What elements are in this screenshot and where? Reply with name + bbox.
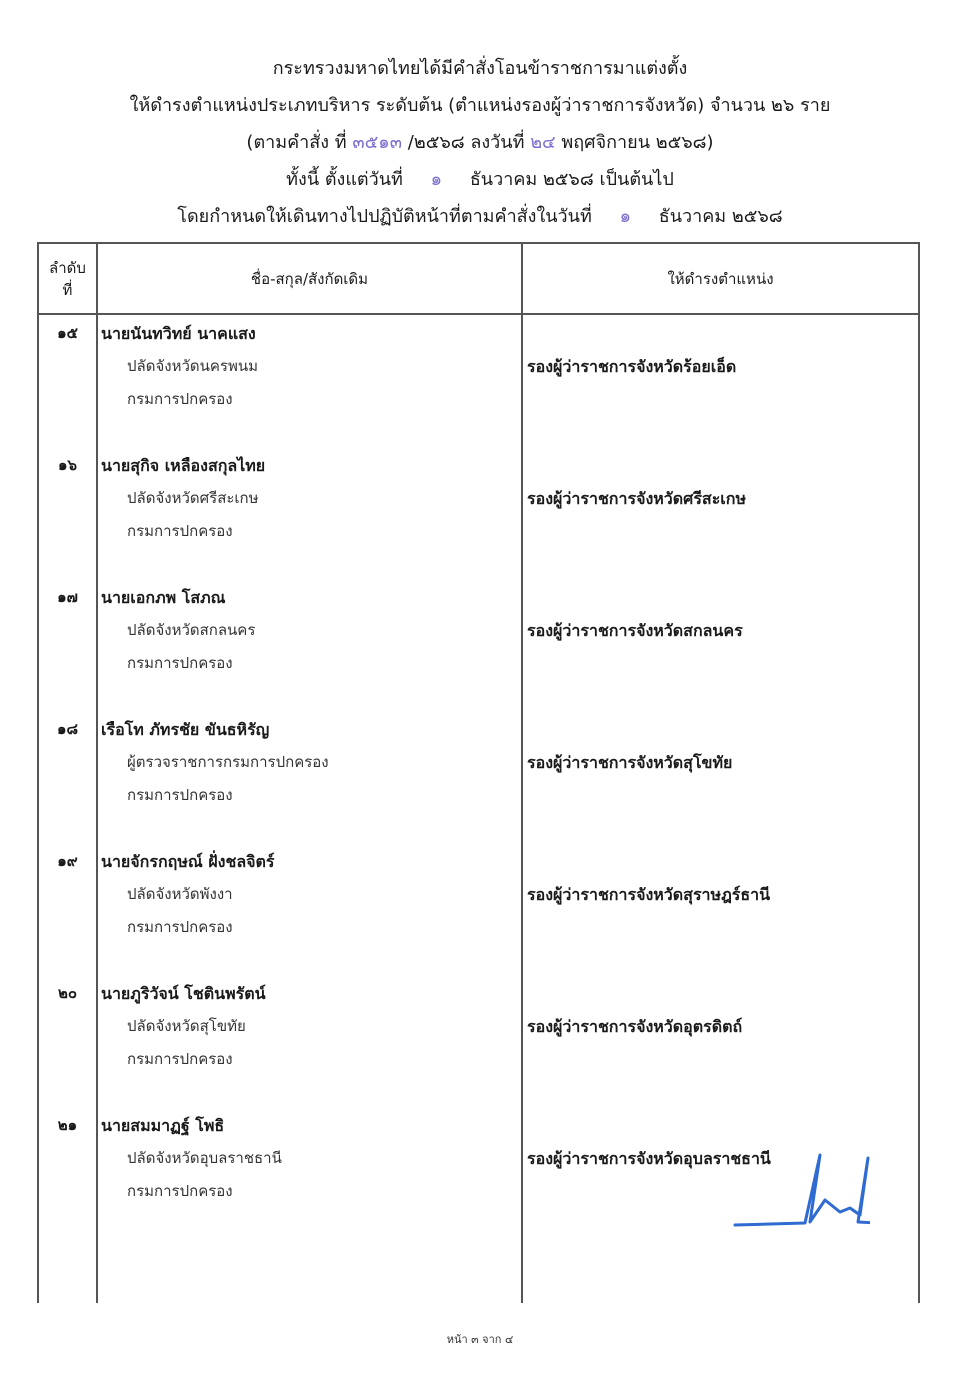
new-position: รองผู้ว่าราชการจังหวัดอุตรดิตถ์ xyxy=(527,1017,743,1036)
old-position: ปลัดจังหวัดสกลนคร xyxy=(127,621,256,639)
effective-suffix: ธันวาคม ๒๕๖๘ เป็นต้นไป xyxy=(469,169,674,190)
old-position: ปลัดจังหวัดสุโขทัย xyxy=(127,1017,246,1035)
person-name: นายภูริวัจน์ โชตินพรัตน์ xyxy=(101,984,266,1003)
person-name: นายเอกภพ โสภณ xyxy=(101,588,226,607)
person-name: นายจักรกฤษณ์ ฝั่งชลจิตร์ xyxy=(101,852,275,871)
report-suffix: ธันวาคม ๒๕๖๘ xyxy=(658,206,783,227)
new-position: รองผู้ว่าราชการจังหวัดศรีสะเกษ xyxy=(527,489,746,508)
old-position: ผู้ตรวจราชการกรมการปกครอง xyxy=(127,753,329,771)
person-name: นายนันทวิทย์ นาคแสง xyxy=(101,324,256,343)
old-position: ปลัดจังหวัดนครพนม xyxy=(127,357,258,375)
new-position: รองผู้ว่าราชการจังหวัดอุบลราชธานี xyxy=(527,1149,771,1168)
page-number: หน้า ๓ จาก ๔ xyxy=(446,1333,514,1346)
effective-day-handwritten: ๑ xyxy=(430,169,443,190)
new-position: รองผู้ว่าราชการจังหวัดสกลนคร xyxy=(527,621,743,640)
person-name: นายสมมาฏฐ์ โพธิ xyxy=(101,1116,225,1135)
department: กรมการปกครอง xyxy=(127,522,233,540)
row-number: ๑๗ xyxy=(57,588,78,606)
person-name: นายสุกิจ เหลืองสกุลไทย xyxy=(101,456,266,475)
order-number-handwritten: ๓๕๑๓ xyxy=(352,132,403,153)
department: กรมการปกครอง xyxy=(127,390,233,408)
row-number: ๑๙ xyxy=(57,852,78,870)
table-row xyxy=(39,581,918,713)
header-order-reference xyxy=(0,124,960,161)
row-number: ๑๕ xyxy=(57,324,78,342)
header-report-date xyxy=(0,198,960,235)
signature-icon xyxy=(730,1150,870,1235)
order-suffix: พฤศจิกายน ๒๕๖๘) xyxy=(561,132,714,153)
row-number: ๑๘ xyxy=(56,720,79,738)
table-row xyxy=(39,845,918,977)
column-header-label: ลำดับ ที่ xyxy=(49,258,86,299)
old-position: ปลัดจังหวัดอุบลราชธานี xyxy=(127,1149,282,1167)
person-name: เรือโท ภัทรชัย ขันธหิรัญ xyxy=(101,720,270,739)
row-number: ๑๖ xyxy=(57,456,78,474)
old-position: ปลัดจังหวัดพังงา xyxy=(127,885,233,903)
column-header-order xyxy=(39,244,96,313)
column-header-name: ชื่อ-สกุล/สังกัดเดิม xyxy=(250,269,369,288)
department: กรมการปกครอง xyxy=(127,918,233,936)
table-row xyxy=(39,449,918,581)
order-prefix: (ตามคำสั่ง ที่ xyxy=(246,132,347,153)
row-number: ๒๐ xyxy=(57,984,78,1002)
new-position: รองผู้ว่าราชการจังหวัดร้อยเอ็ด xyxy=(527,357,737,376)
table-row xyxy=(39,977,918,1109)
header-divider xyxy=(39,313,918,315)
new-position: รองผู้ว่าราชการจังหวัดสุราษฎร์ธานี xyxy=(527,885,771,904)
header-effective-date xyxy=(0,161,960,198)
header-title: กระทรวงมหาดไทยได้มีคำสั่งโอนข้าราชการมาแต่งตั้ง xyxy=(272,58,688,79)
new-position: รองผู้ว่าราชการจังหวัดสุโขทัย xyxy=(527,753,733,772)
old-position: ปลัดจังหวัดศรีสะเกษ xyxy=(127,489,259,507)
department: กรมการปกครอง xyxy=(127,1050,233,1068)
column-header-position: ให้ดำรงตำแหน่ง xyxy=(667,269,774,288)
order-middle: /๒๕๖๘ ลงวันที่ xyxy=(407,132,525,153)
row-number: ๒๑ xyxy=(57,1116,78,1134)
header-subtitle: ให้ดำรงตำแหน่งประเภทบริหาร ระดับต้น (ตำแหน่งรองผู้ว่าราชการจังหวัด) จำนวน ๒๖ ราย xyxy=(129,95,831,116)
report-prefix: โดยกำหนดให้เดินทางไปปฏิบัติหน้าที่ตามคำสั่งในวันที่ xyxy=(177,206,592,227)
department: กรมการปกครอง xyxy=(127,1182,233,1200)
department: กรมการปกครอง xyxy=(127,786,233,804)
table-row xyxy=(39,317,918,449)
report-day-handwritten: ๑ xyxy=(619,206,632,227)
department: กรมการปกครอง xyxy=(127,654,233,672)
table-row xyxy=(39,713,918,845)
order-day-handwritten: ๒๔ xyxy=(530,132,556,153)
document-header xyxy=(0,50,960,235)
effective-prefix: ทั้งนี้ ตั้งแต่วันที่ xyxy=(286,169,403,190)
appointments-table xyxy=(37,242,920,1303)
